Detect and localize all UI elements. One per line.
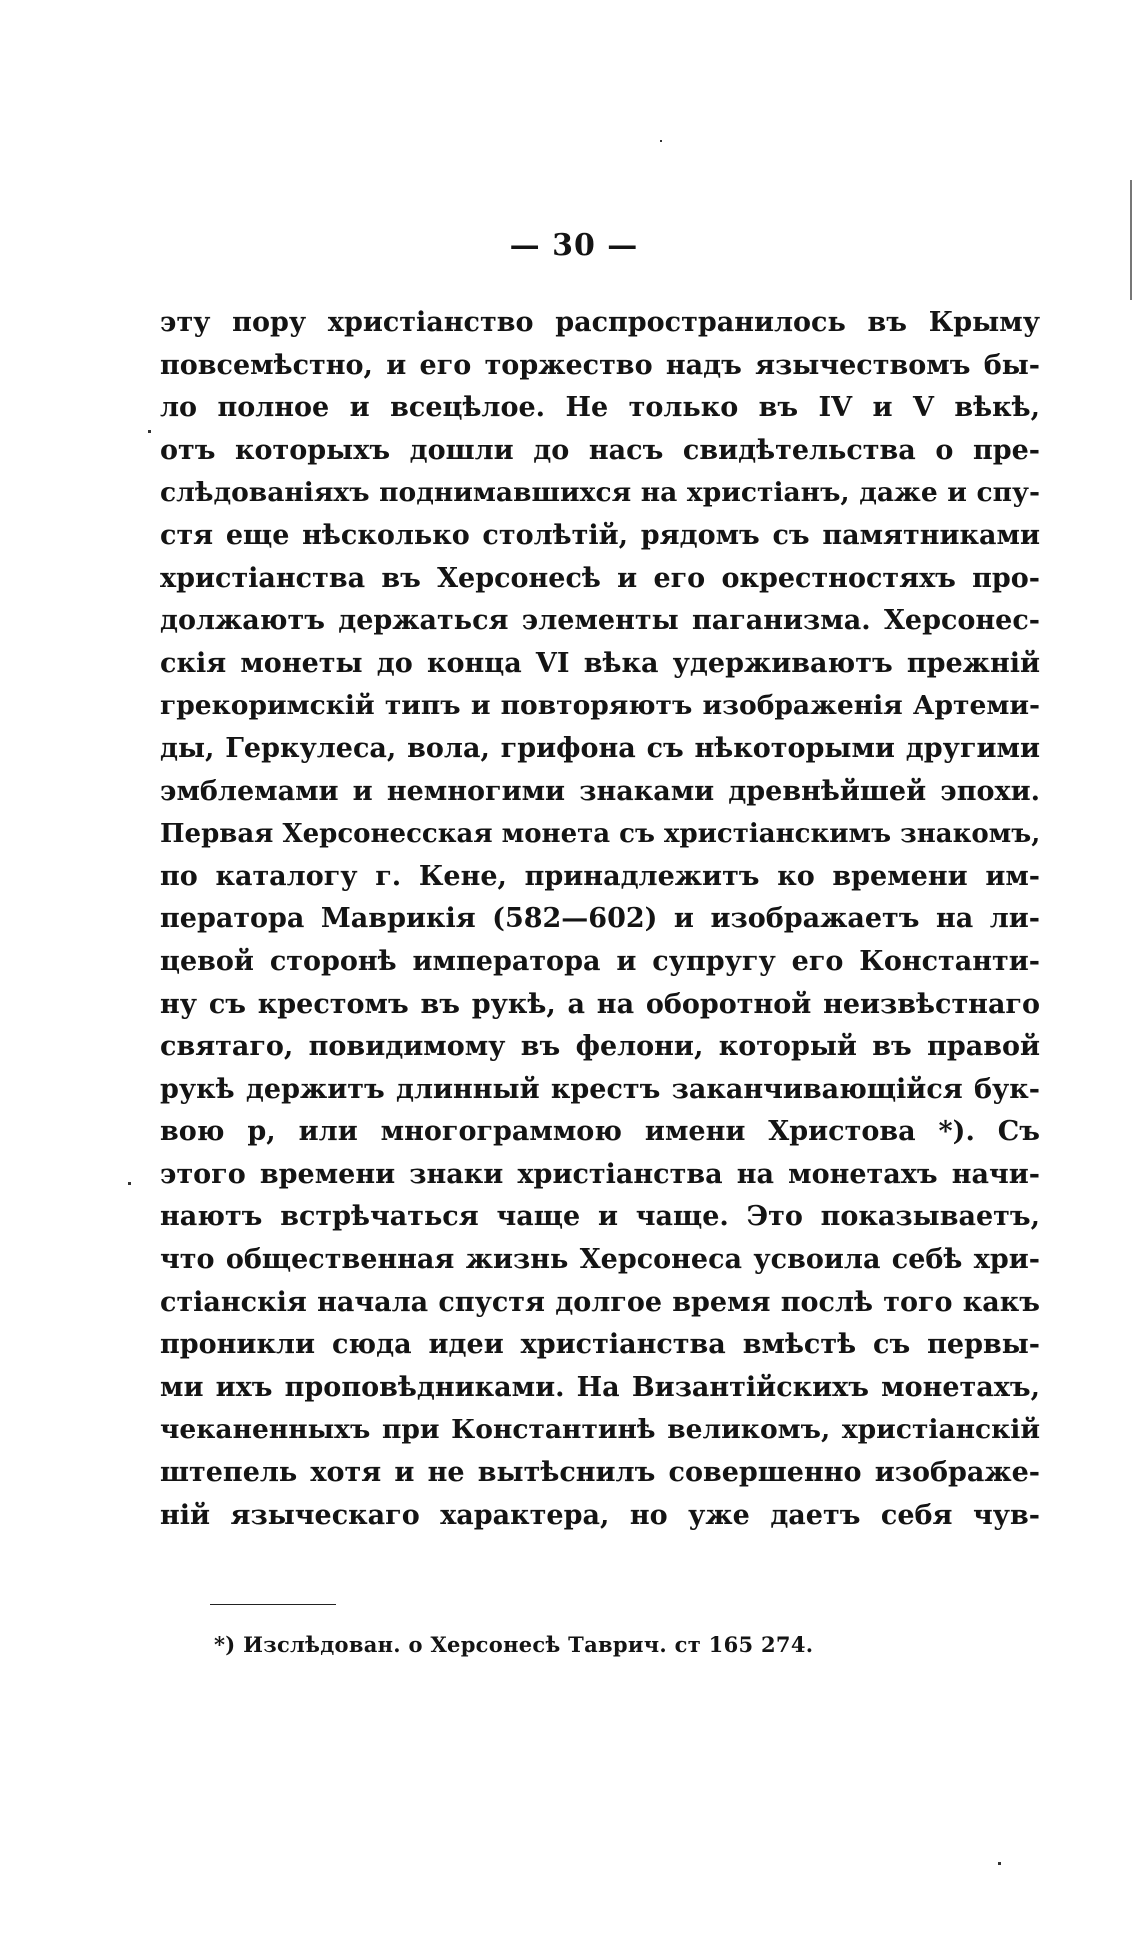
text-line: ды, Геркулеса, вола, грифона съ нѣкоторыми другими — [160, 732, 1040, 764]
text-line: эмблемами и немногими знаками древнѣйшей эпохи. — [160, 775, 1040, 807]
text-line: слѣдованіяхъ поднимавшихся на христіанъ, даже и спу- — [160, 477, 1040, 509]
text-line: должаютъ держаться элементы паганизма. Херсонес- — [160, 605, 1040, 637]
text-line: отъ которыхъ дошли до насъ свидѣтельства о пре- — [160, 434, 1040, 466]
scan-edge-mark — [1130, 180, 1132, 300]
body-text — [160, 302, 1040, 1537]
text-line: наютъ встрѣчаться чаще и чаще. Это показываетъ, — [160, 1201, 1040, 1233]
text-line: что общественная жизнь Херсонеса усвоила себѣ хри- — [160, 1244, 1040, 1276]
scan-speck — [998, 1862, 1001, 1865]
text-line: ми ихъ проповѣдниками. На Византійскихъ монетахъ, — [160, 1371, 1040, 1403]
scan-speck — [128, 1182, 131, 1185]
text-line: святаго, повидимому въ фелони, который въ правой — [160, 1031, 1040, 1063]
text-line: проникли сюда идеи христіанства вмѣстѣ съ первы- — [160, 1329, 1040, 1361]
footnote: *) Изслѣдован. о Херсонесѣ Таврич. ст 165 274. — [214, 1632, 814, 1657]
text-line: стіанскія начала спустя долгое время послѣ того какъ — [160, 1286, 1040, 1318]
scan-speck — [148, 430, 151, 433]
text-line: по каталогу г. Кене, принадлежитъ ко времени им- — [160, 860, 1040, 892]
text-line: ній языческаго характера, но уже даетъ себя чув- — [160, 1499, 1040, 1531]
text-line: Первая Херсонесская монета съ христіанскимъ знакомъ, — [160, 819, 1041, 850]
scan-speck — [660, 140, 662, 142]
text-line: вою р, или многограммою имени Христова *). Съ — [160, 1116, 1040, 1148]
text-line: ло полное и всецѣлое. Не только въ IV и V вѣкѣ, — [160, 392, 1040, 424]
footnote-rule — [210, 1604, 336, 1605]
text-line: стя еще нѣсколько столѣтій, рядомъ съ памятниками — [160, 519, 1040, 551]
text-line: ператора Маврикія (582—602) и изображаетъ на ли- — [160, 903, 1040, 935]
text-line: эту пору христіанство распространилось въ Крыму — [160, 307, 1040, 338]
text-line: ну съ крестомъ въ рукѣ, а на оборотной неизвѣстнаго — [160, 988, 1040, 1020]
text-line: цевой сторонѣ императора и супругу его Константи- — [160, 945, 1040, 977]
text-line: повсемѣстно, и его торжество надъ язычествомъ бы- — [160, 349, 1040, 381]
text-line: скія монеты до конца VI вѣка удерживаютъ прежній — [160, 647, 1040, 679]
text-line: христіанства въ Херсонесѣ и его окрестностяхъ про- — [160, 562, 1040, 594]
text-line: рукѣ держитъ длинный крестъ заканчивающійся бук- — [160, 1073, 1040, 1105]
text-line: штепель хотя и не вытѣснилъ совершенно изображе- — [160, 1457, 1040, 1489]
text-line: грекоримскій типъ и повторяютъ изображенія Артеми- — [160, 690, 1040, 722]
text-line: этого времени знаки христіанства на монетахъ начи- — [160, 1158, 1040, 1190]
page-number: — 30 — — [509, 228, 639, 263]
text-line: чеканенныхъ при Константинѣ великомъ, христіанскій — [160, 1414, 1040, 1446]
